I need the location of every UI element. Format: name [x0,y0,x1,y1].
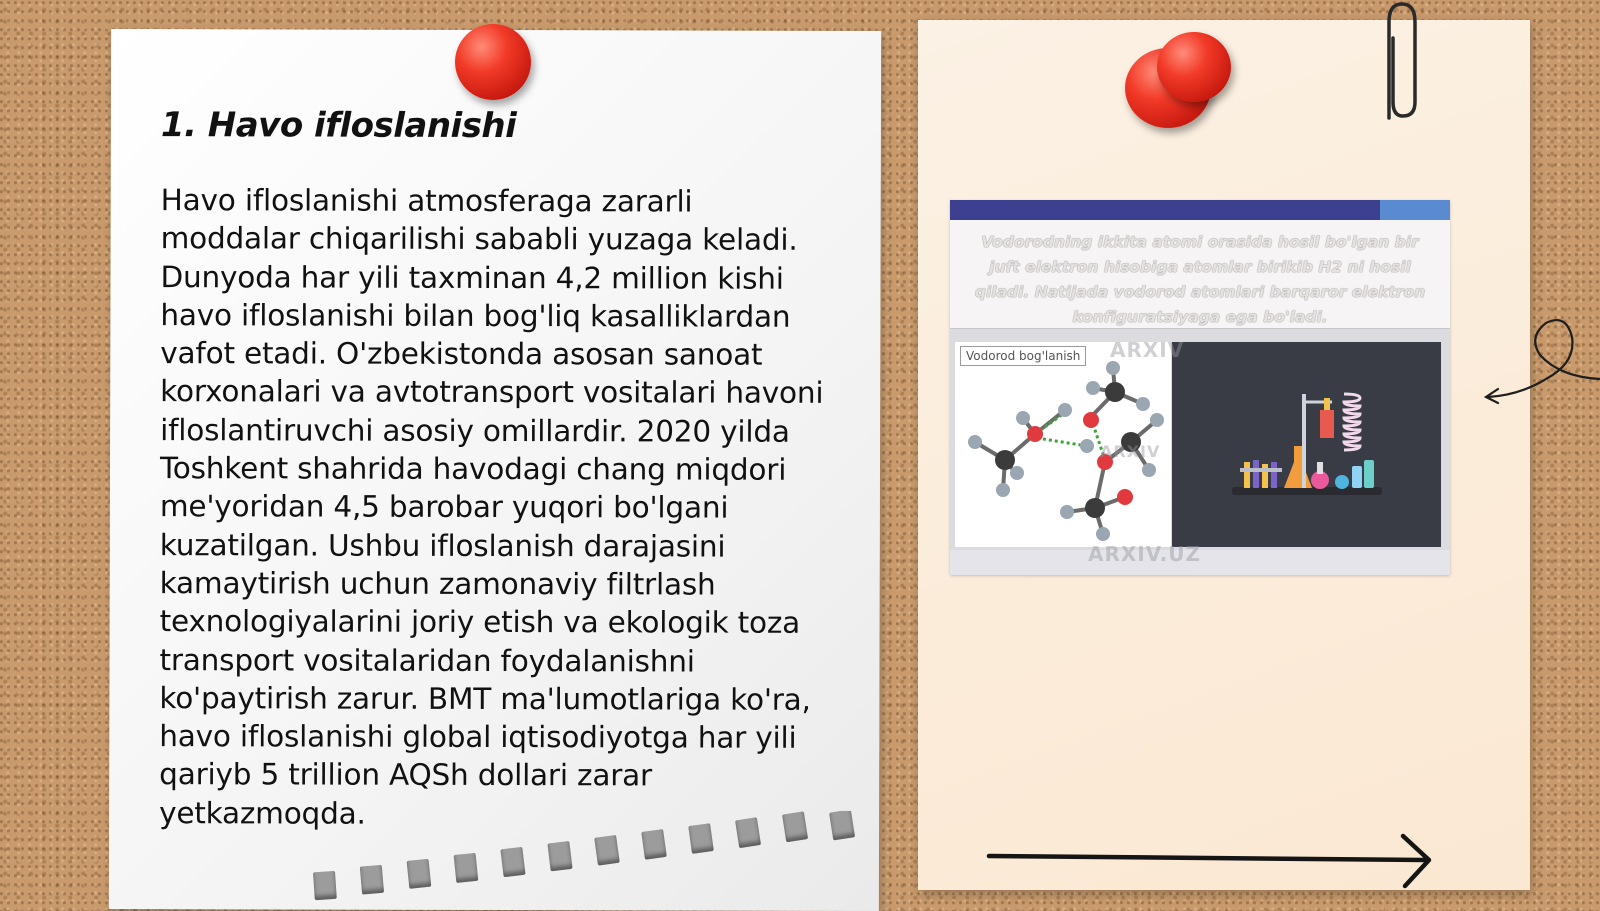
loop-arrow-icon [1480,315,1600,415]
perforation-hole [454,853,479,883]
note-body-text: Havo ifloslanishi atmosferaga zararli moddalar chiqarilishi sababli yuzaga keladi. Dunyoda har yili taxminan 4,2 million kishi havo ifloslanishi bilan bog'liq kasalliklardan vafot etadi. O'zbekistonda asosan sanoat korxonalari va avtotransport vositalari havoni ifloslantiruvchi asosiy omillardir. 2020 yilda Toshkent shahrida havodagi chang miqdori me'yoridan 4,5 barobar yuqori bo'lgani kuzatilgan. Ushbu ifloslanish darajasini kamaytirish uchun zamonaviy filtrlash texnologiyalarini joriy etish va ekologik toza transport vositalaridan foydalanishni ko'paytirish zarur. BMT ma'lumotlariga ko'ra, havo ifloslanishi global iqtisodiyotga har yili qariyb 5 trillion AQSh dollari zarar yetkazmoqda. [159,183,824,831]
slide-top-bar-accent [1380,200,1450,220]
watermark-text: ARXIV [1100,442,1161,461]
note-title: 1. Havo ifloslanishi [160,105,517,147]
watermark-text: ARXIV.UZ [1088,542,1201,566]
slide-caption-text: Vodorodning ikkita atomi orasida hosil bo'lgan bir juft elektron hisobiga atomlar birikib H2 ni hosil qiladi. Natijada vodorod atomlari barqaror elektron konfiguratsiyaga ega bo'ladi. [974,233,1426,326]
slide-caption-box [950,220,1450,329]
slide-top-bar [950,200,1450,220]
perforation-hole [547,841,572,871]
molecule-label: Vodorod bog'lanish [960,346,1086,366]
perforation-hole [688,823,714,854]
perforation-hole [735,817,761,848]
arrow-right-icon [985,832,1445,890]
pushpin-icon [455,24,531,100]
perforation-hole [594,835,620,866]
perforation-hole [407,859,432,889]
lab-equipment-panel [1172,342,1441,547]
torn-perforation [309,810,889,911]
chemistry-slide-image [950,200,1450,575]
paperclip-icon [1375,0,1425,130]
lab-flask-icon [1172,342,1441,547]
watermark-text: ARXIV [1110,338,1185,362]
perforation-hole [360,865,384,895]
perforation-hole [313,871,337,900]
perforation-hole [500,847,525,877]
perforation-hole [829,810,855,841]
perforation-hole [782,811,808,842]
pushpin-icon [1157,32,1231,102]
perforation-hole [641,829,667,860]
left-note-paper [109,29,881,911]
